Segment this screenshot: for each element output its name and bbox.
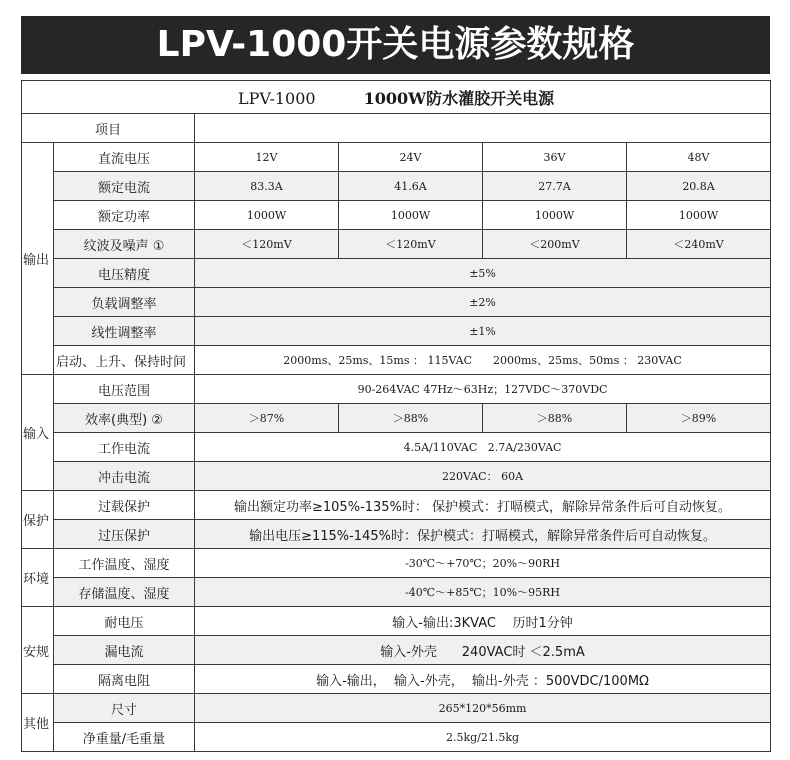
cell-value: 36V — [483, 143, 627, 172]
row-label: 耐电压 — [54, 607, 195, 636]
cell-value: ＜240mV — [627, 230, 771, 259]
table-row — [22, 230, 771, 259]
table-row — [22, 723, 771, 752]
row-label: 工作电流 — [54, 433, 195, 462]
item-header-empty — [195, 114, 771, 143]
row-label: 直流电压 — [54, 143, 195, 172]
cell-value: 27.7A — [483, 172, 627, 201]
table-row — [22, 491, 771, 520]
row-label: 漏电流 — [54, 636, 195, 665]
cell-value: 265*120*56mm — [195, 694, 771, 723]
group-output-label: 输出 — [22, 143, 54, 375]
group-input-label: 输入 — [22, 375, 54, 491]
table-row — [22, 259, 771, 288]
row-label: 冲击电流 — [54, 462, 195, 491]
row-label: 额定电流 — [54, 172, 195, 201]
cell-value: 41.6A — [339, 172, 483, 201]
cell-value: ±2% — [195, 288, 771, 317]
item-header-label: 项目 — [22, 114, 195, 143]
model-name: LPV-1000 — [237, 88, 316, 108]
group-environment-label: 环境 — [22, 549, 54, 607]
table-row — [22, 317, 771, 346]
row-label: 电压精度 — [54, 259, 195, 288]
table-row — [22, 578, 771, 607]
row-label: 隔离电阻 — [54, 665, 195, 694]
cell-value: 48V — [627, 143, 771, 172]
table-row — [22, 607, 771, 636]
table-row — [22, 404, 771, 433]
row-label: 净重量/毛重量 — [54, 723, 195, 752]
cell-value: ＞88% — [339, 404, 483, 433]
row-label: 电压范围 — [54, 375, 195, 404]
table-title-cell — [22, 81, 771, 114]
cell-value: ＜120mV — [339, 230, 483, 259]
cell-value: 24V — [339, 143, 483, 172]
table-row — [22, 433, 771, 462]
table-row — [22, 114, 771, 143]
cell-value: ＞87% — [195, 404, 339, 433]
table-row — [22, 549, 771, 578]
cell-value: 20.8A — [627, 172, 771, 201]
table-row — [22, 288, 771, 317]
table-row — [22, 665, 771, 694]
table-title-row — [22, 81, 771, 114]
row-label: 过载保护 — [54, 491, 195, 520]
cell-value: 输入-外壳 240VAC时 ＜2.5mA — [195, 636, 771, 665]
table-row — [22, 201, 771, 230]
table-row — [22, 462, 771, 491]
cell-value: 220VAC： 60A — [195, 462, 771, 491]
row-label: 过压保护 — [54, 520, 195, 549]
row-label: 线性调整率 — [54, 317, 195, 346]
cell-value: ＜120mV — [195, 230, 339, 259]
table-row — [22, 694, 771, 723]
cell-value: 输入-输出:3KVAC 历时1分钟 — [195, 607, 771, 636]
cell-value: 90-264VAC 47Hz～63Hz；127VDC～370VDC — [195, 375, 771, 404]
cell-value: 2.5kg/21.5kg — [195, 723, 771, 752]
cell-value: ±5% — [195, 259, 771, 288]
cell-value: 2000ms、25ms、15ms ： 115VAC 2000ms、25ms、50ms ： 230VAC — [195, 346, 771, 375]
table-row — [22, 172, 771, 201]
row-label: 效率(典型) ② — [54, 404, 195, 433]
table-row — [22, 636, 771, 665]
cell-value: ±1% — [195, 317, 771, 346]
cell-value: 1000W — [483, 201, 627, 230]
product-name: 1000W防水灌胶开关电源 — [363, 88, 555, 108]
table-row — [22, 375, 771, 404]
group-other-label: 其他 — [22, 694, 54, 752]
cell-value: ＜200mV — [483, 230, 627, 259]
cell-value: 1000W — [195, 201, 339, 230]
table-row — [22, 520, 771, 549]
cell-value: 12V — [195, 143, 339, 172]
cell-value: 1000W — [627, 201, 771, 230]
group-protection-label: 保护 — [22, 491, 54, 549]
cell-value: -30℃～+70℃；20%～90RH — [195, 549, 771, 578]
cell-value: 83.3A — [195, 172, 339, 201]
row-label: 额定功率 — [54, 201, 195, 230]
table-row — [22, 143, 771, 172]
table-row — [22, 346, 771, 375]
row-label: 启动、上升、保持时间 — [54, 346, 195, 375]
page-banner-title: LPV-1000开关电源参数规格 — [21, 16, 770, 74]
cell-value: ＞88% — [483, 404, 627, 433]
cell-value: 输入-输出， 输入-外壳， 输出-外壳 ：500VDC/100MΩ — [195, 665, 771, 694]
row-label: 纹波及噪声 ① — [54, 230, 195, 259]
cell-value: 输出电压≥115%-145%时：保护模式：打嗝模式，解除异常条件后可自动恢复。 — [195, 520, 771, 549]
cell-value: 输出额定功率≥105%-135%时： 保护模式：打嗝模式，解除异常条件后可自动恢复。 — [195, 491, 771, 520]
cell-value: 4.5A/110VAC 2.7A/230VAC — [195, 433, 771, 462]
row-label: 工作温度、湿度 — [54, 549, 195, 578]
group-safety-label: 安规 — [22, 607, 54, 694]
cell-value: ＞89% — [627, 404, 771, 433]
row-label: 存储温度、湿度 — [54, 578, 195, 607]
spec-table — [21, 80, 771, 752]
cell-value: -40℃～+85℃；10%～95RH — [195, 578, 771, 607]
row-label: 负载调整率 — [54, 288, 195, 317]
cell-value: 1000W — [339, 201, 483, 230]
row-label: 尺寸 — [54, 694, 195, 723]
